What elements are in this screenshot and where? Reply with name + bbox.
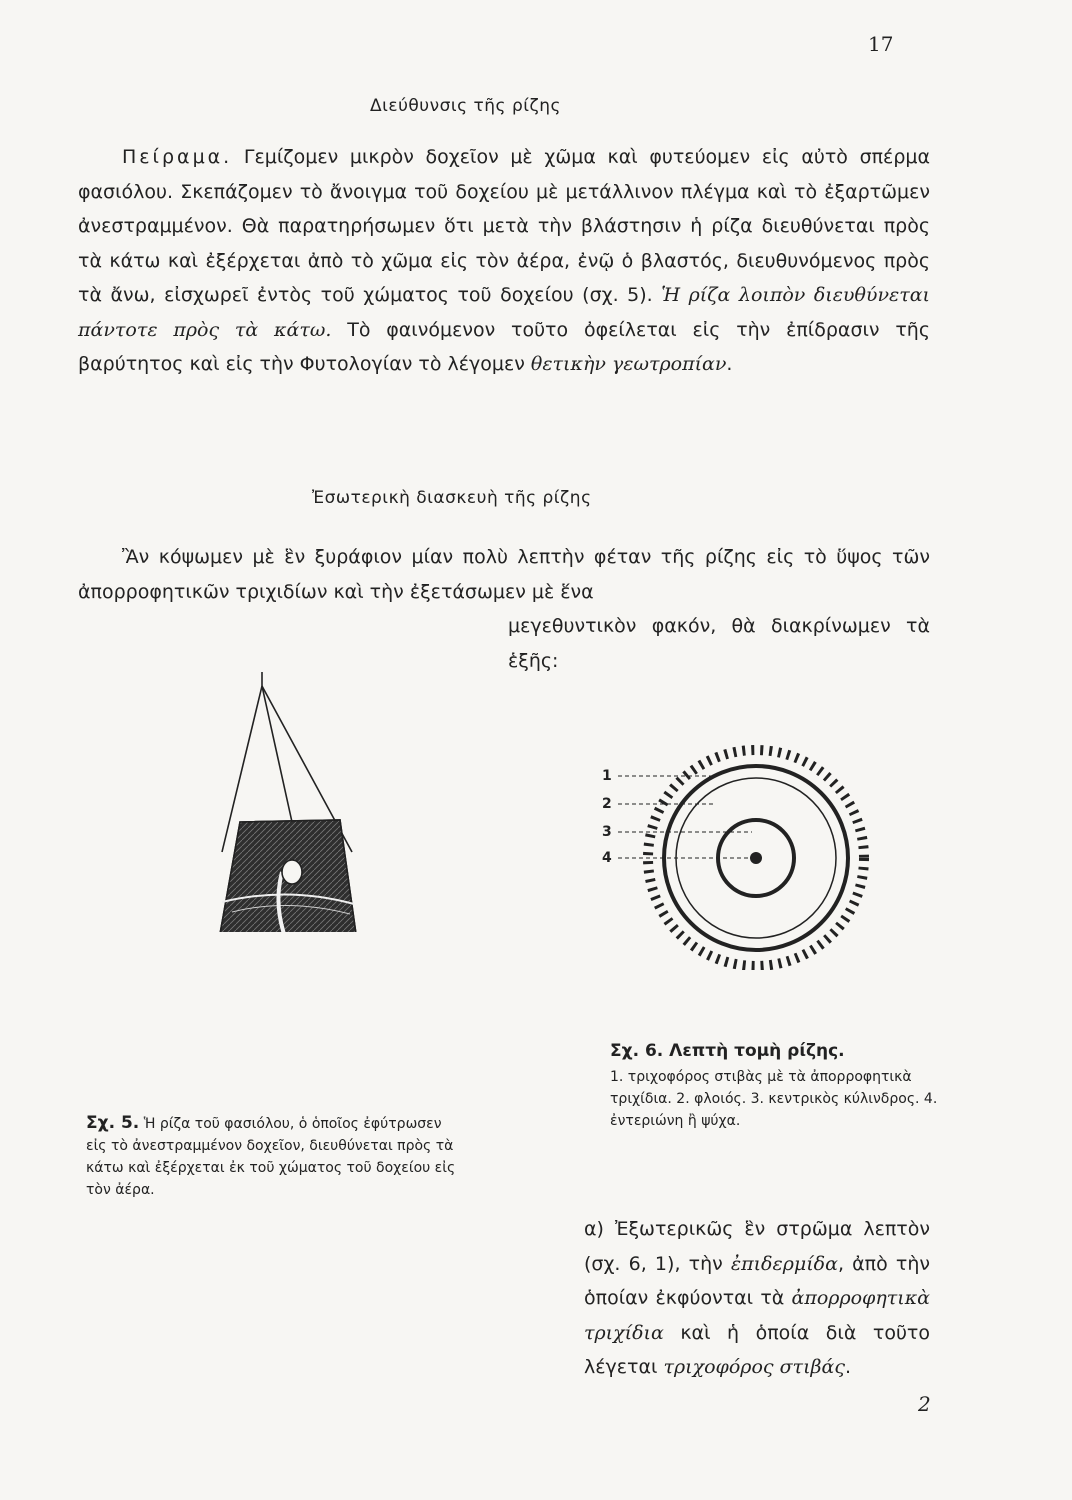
experiment-italic-1: Ἡ ρίζα λοιπὸν διευθύνεται πάντοτε πρὸς τὰ κάτω.	[78, 284, 930, 341]
experiment-text-1: Γεμίζομεν μικρὸν δοχεῖον μὲ χῶμα καὶ φυτεύομεν εἰς αὐτὸ σπέρμα φασιόλου. Σκεπάζομεν τὸ ἄνοιγμα τοῦ δοχείου μὲ μετάλλινον πλέγμα καὶ τὸ ἐξαρτῶμεν ἀνεστραμμένον. Θὰ παρατηρήσωμεν ὅτι μετὰ τὴν βλάστησιν ἡ ρίζα διευθύνεται πρὸς τὰ κάτω καὶ ἐξέρχεται ἀπὸ τὸ χῶμα εἰς τὸν ἀέρα, ἐνῷ ὁ βλαστός, διευθυνόμενος πρὸς τὰ ἄνω, εἰσχωρεῖ ἐντὸς τοῦ χώματος τοῦ δοχείου (σχ. 5).	[78, 146, 930, 306]
figure-5-caption	[86, 1112, 466, 1201]
exterior-italic-3: τριχοφόρος στιβάς	[663, 1356, 845, 1378]
structure-line-2: μεγεθυντικὸν φακόν, θὰ διακρίνωμεν τὰ ἑξῆς:	[508, 615, 930, 672]
figure-6-label-2: 2	[602, 796, 612, 812]
paragraph-experiment	[78, 140, 930, 382]
structure-line-1: Ἂν κόψωμεν μὲ ἓν ξυράφιον μίαν πολὺ λεπτὴν φέταν τῆς ρίζης εἰς τὸ ὕψος τῶν ἀπορροφητικῶν τριχιδίων καὶ τὴν ἐξετάσωμεν μὲ ἕνα	[78, 546, 930, 603]
page-number-bottom: 2	[918, 1392, 931, 1416]
figure-5-caption-title: Σχ. 5.	[86, 1113, 140, 1133]
section-heading-structure: Ἐσωτερικὴ διασκευὴ τῆς ρίζης	[312, 488, 592, 508]
figure-6-label-4: 4	[602, 850, 612, 866]
figure-6-caption-title: Σχ. 6. Λεπτὴ τομὴ ρίζης.	[610, 1041, 845, 1061]
exterior-text-2: καὶ ἡ ὁποία διὰ τοῦτο λέγεται	[584, 1321, 930, 1378]
experiment-text-2: Τὸ φαινόμενον τοῦτο ὀφείλεται εἰς τὴν ἐπίδρασιν τῆς βαρύτητος καὶ εἰς τὴν Φυτολογίαν τὸ λέγομεν	[78, 318, 930, 375]
figure-6-caption	[610, 1040, 940, 1132]
experiment-end: .	[726, 353, 733, 375]
figure-6-label-1: 1	[602, 768, 612, 784]
exterior-end: .	[844, 1356, 852, 1378]
exterior-italic-1: ἐπιδερμίδα	[730, 1252, 838, 1275]
exterior-lead: α) Ἐξωτερικῶς ἓν στρῶμα λεπτὸν (σχ. 6, 1), τὴν	[584, 1218, 930, 1275]
experiment-italic-2: θετικὴν γεωτροπίαν	[530, 353, 727, 375]
section-heading-direction: Διεύθυνσις τῆς ρίζης	[370, 96, 561, 116]
experiment-label: Πείραμα.	[122, 146, 233, 168]
figure-5-caption-text: Ἡ ρίζα τοῦ φασιόλου, ὁ ὁποῖος ἐφύτρωσεν εἰς τὸ ἀνεστραμμένον δοχεῖον, διευθύνεται πρὸς τὰ κάτω καὶ ἐξέρχεται ἐκ τοῦ χώματος τοῦ δοχείου εἰς τὸν ἀέρα.	[86, 1116, 456, 1198]
exterior-text-1: , ἀπὸ τὴν ὁποίαν ἐκφύονται τὰ	[584, 1252, 930, 1309]
figure-5-hanging-pot	[212, 672, 412, 932]
figure-6-root-section	[596, 740, 926, 970]
paragraph-structure	[78, 540, 930, 678]
exterior-italic-2: ἀπορροφητικὰ τριχίδια	[584, 1287, 930, 1344]
figure-6-caption-text: 1. τριχοφόρος στιβὰς μὲ τὰ ἀπορροφητικὰ τριχίδια. 2. φλοιός. 3. κεντρικὸς κύλινδρος. 4. ἐντεριώνη ἢ ψύχα.	[610, 1069, 938, 1129]
paragraph-exterior	[78, 1212, 930, 1385]
page-number-top: 17	[868, 32, 894, 56]
figure-6-label-3: 3	[602, 824, 612, 840]
